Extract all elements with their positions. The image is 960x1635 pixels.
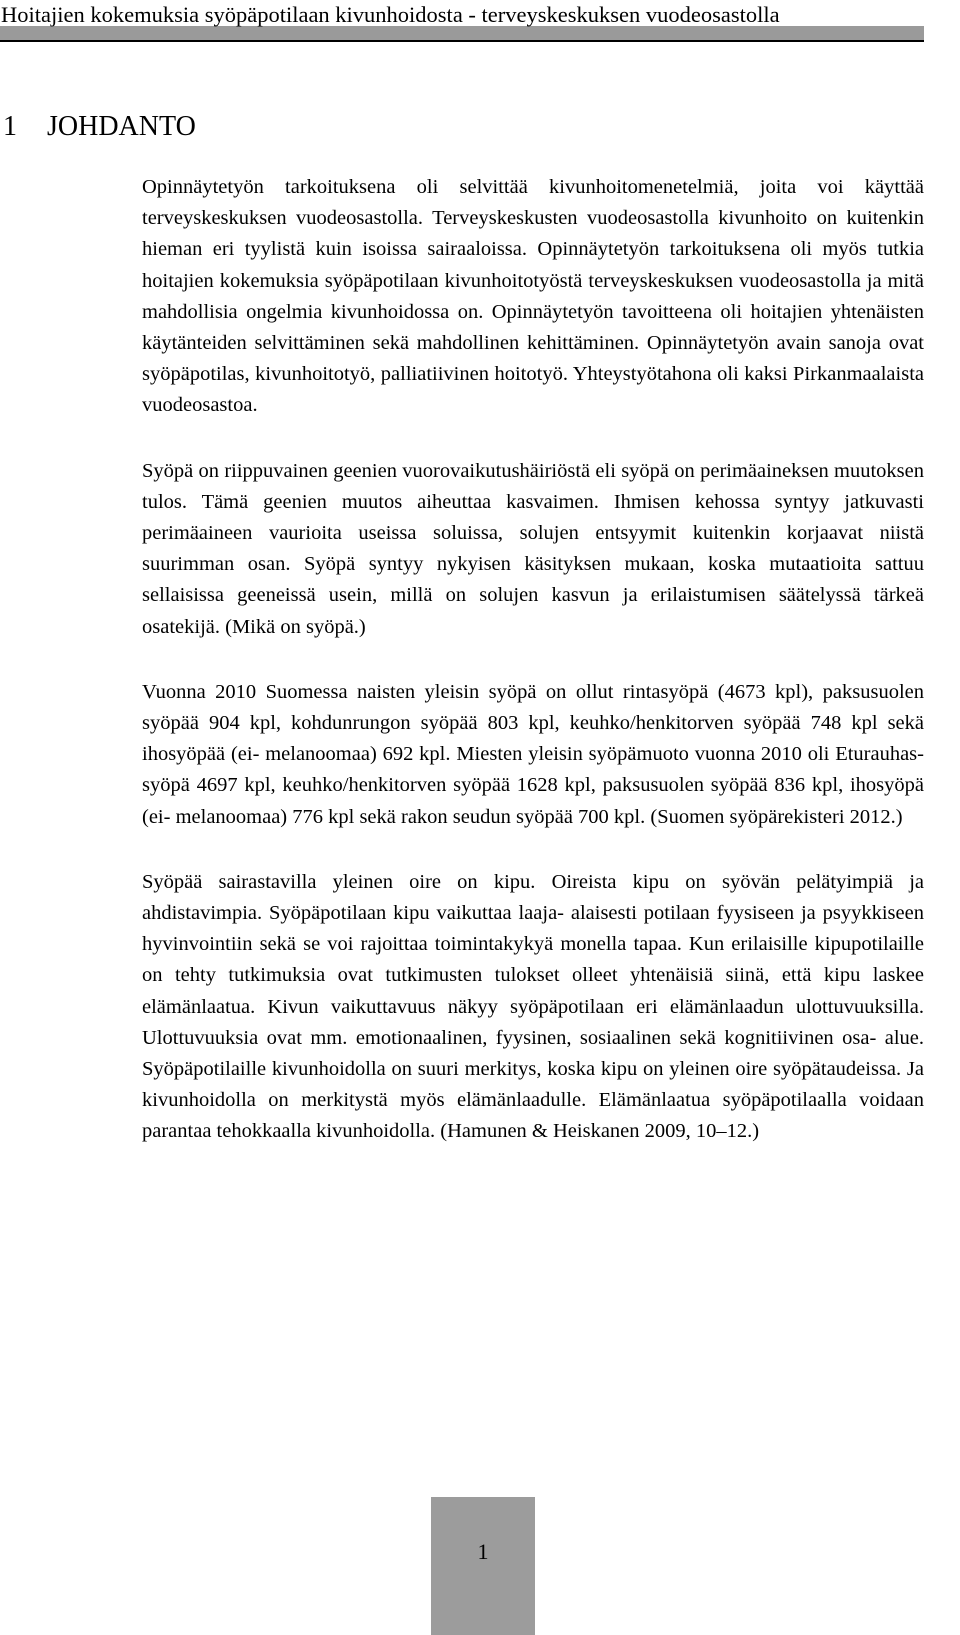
paragraph-purpose: Opinnäytetyön tarkoituksena oli selvittää kivunhoitomenetelmiä, joita voi käyttää terveyskeskuksen vuodeosastolla. Terveyskeskusten vuodeosastolla kivunhoito on kuitenkin hieman eri tyylistä kuin isoissa sairaaloissa. Opinnäytetyön tarkoituksena oli myös tutkia hoitajien kokemuksia syöpäpotilaan kivunhoitotyöstä terveyskeskuksen vuodeosastolla ja mitä mahdollisia ongelmia kivunhoidossa on. Opinnäytetyön tavoitteena oli hoitajien yhtenäisten käytänteiden selvittäminen sekä mahdollinen kehittäminen. Opinnäytetyön avain sanoja ovat syöpäpotilas, kivunhoitotyö, palliatiivinen hoitotyö. Yhteystyötahona oli kaksi Pirkanmaalaista vuodeosastoa. <box>142 176 924 417</box>
paragraph-cancer-statistics: Vuonna 2010 Suomessa naisten yleisin syöpä on ollut rintasyöpä (4673 kpl), paksusuolen syöpää 904 kpl, kohdunrungon syöpää 803 kpl, keuhko/henkitorven syöpää 748 kpl sekä ihosyöpää (ei- melanoomaa) 692 kpl. Miesten yleisin syöpämuoto vuonna 2010 oli Eturauhas- syöpä 4697 kpl, keuhko/henkitorven syöpää 1628 kpl, paksusuolen syöpää 836 kpl, ihosyöpä (ei- melanoomaa) 776 kpl sekä rakon seudun syöpää 700 kpl. (Suomen syöpärekisteri 2012.) <box>142 680 924 828</box>
header-title: Hoitajien kokemuksia syöpäpotilaan kivunhoidosta - terveyskeskuksen vuodeosastolla <box>1 2 780 27</box>
chapter-title: JOHDANTO <box>47 111 196 142</box>
paragraph-cancer-pain: Syöpää sairastavilla yleinen oire on kipu. Oireista kipu on syövän pelätyimpiä ja ahdistavimpia. Syöpäpotilaan kipu vaikuttaa laaja- alaisesti potilaan fyysiseen ja psyykkiseen hyvinvointiin sekä se voi rajoittaa toimintakykyä monella tapaa. Kun erilaisille kipupotilaille on tehty tutkimuksia ovat tutkimusten tulokset olleet yhtenäisiä siinä, että kipu laskee elämänlaatua. Kivun vaikuttavuus näkyy syöpäpotilaan eri elämänlaadun ulottuvuuksilla. Ulottuvuuksia ovat mm. emotionaalinen, fyysinen, sosiaalinen sekä kognitiivinen osa- alue. Syöpäpotilaille kivunhoidolla on suuri merkitys, koska kipu on yleinen oire syöpätaudeissa. Ja kivunhoidolla on merkitystä myös elämänlaadulle. Elämänlaatua syöpäpotilaalla voidaan parantaa tehokkaalla kivunhoidolla. (Hamunen & Heiskanen 2009, 10–12.) <box>142 870 924 1143</box>
running-header <box>0 0 924 42</box>
header-bar <box>0 26 924 42</box>
chapter-heading <box>3 109 196 145</box>
page-number-box <box>431 1497 535 1635</box>
page-number: 1 <box>477 1539 489 1564</box>
paragraph-cancer-definition: Syöpä on riippuvainen geenien vuorovaikutushäiriöstä eli syöpä on perimäaineksen muutoksen tulos. Tämä geenien muutos aiheuttaa kasvaimen. Ihmisen kehossa syntyy jatkuvasti perimäaineen vaurioita useissa soluissa, solujen entsyymit kuitenkin korjaavat niistä suurimman osan. Syöpä syntyy nykyisen käsityksen mukaan, koska mutaatioita sattuu sellaisissa geeneissä usein, millä on solujen kasvun ja erilaistumisen säätelyssä tärkeä osatekijä. (Mikä on syöpä.) <box>142 459 924 638</box>
body-text <box>142 172 924 1182</box>
chapter-number: 1 <box>3 111 17 142</box>
